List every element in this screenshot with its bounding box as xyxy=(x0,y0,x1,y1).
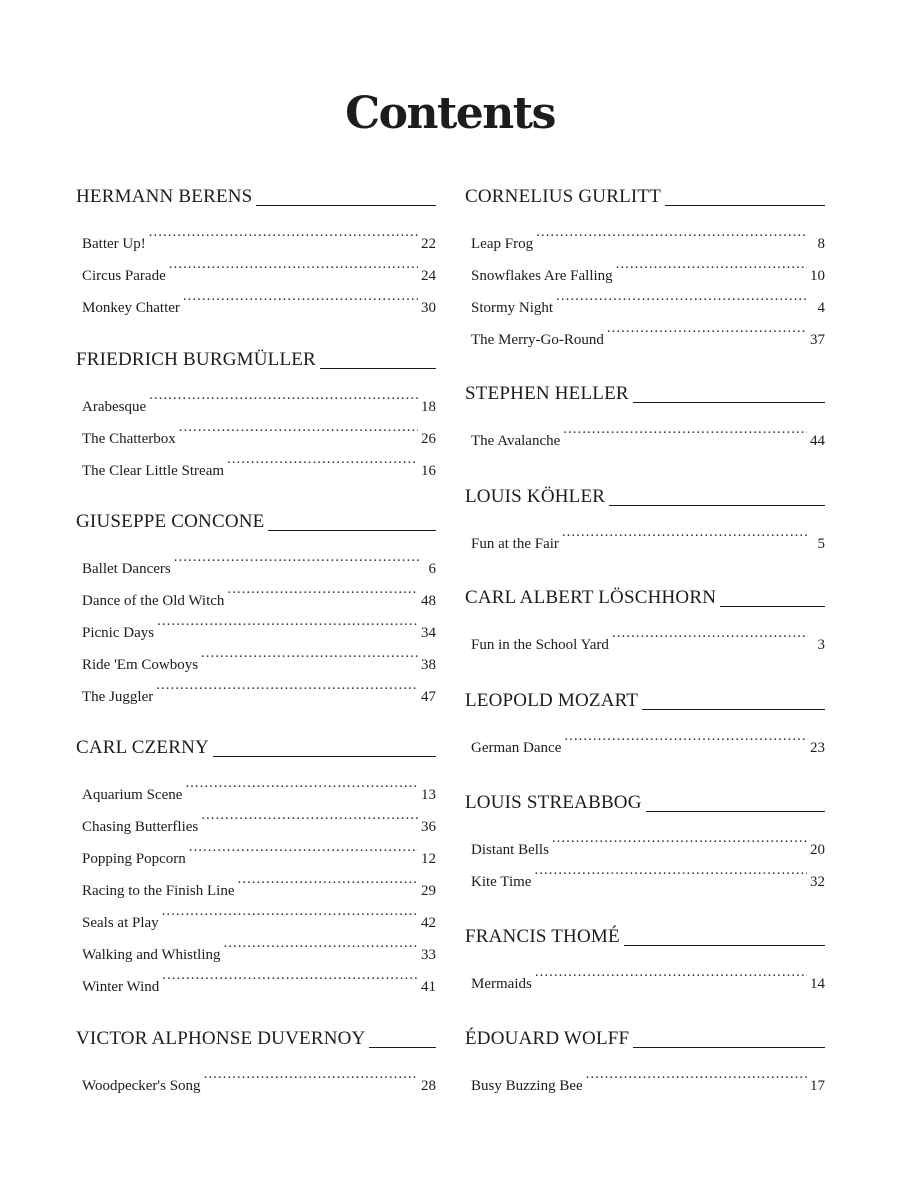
piece-title: Fun at the Fair xyxy=(471,536,559,552)
piece-title: Fun in the School Yard xyxy=(471,637,609,653)
heading-rule xyxy=(609,505,825,506)
composer-name: CORNELIUS GURLITT xyxy=(465,186,662,207)
page-number: 34 xyxy=(421,625,436,641)
composer-heading xyxy=(76,735,436,759)
page-number: 30 xyxy=(421,300,436,316)
page-number: 48 xyxy=(421,593,436,609)
piece-title: Popping Popcorn xyxy=(82,851,186,867)
dot-leader xyxy=(237,863,418,895)
piece-title: The Juggler xyxy=(82,689,154,705)
composer-name: LOUIS KÖHLER xyxy=(465,486,606,507)
piece-list xyxy=(82,379,436,479)
composer-heading xyxy=(465,1026,825,1050)
composer-heading xyxy=(465,924,825,948)
piece-title: Chasing Butterflies xyxy=(82,819,199,835)
page-number: 12 xyxy=(421,851,436,867)
composer-heading xyxy=(465,381,825,405)
piece-title: The Chatterbox xyxy=(82,431,176,447)
composer-section xyxy=(465,924,825,992)
dot-leader xyxy=(563,413,807,445)
piece-title: Picnic Days xyxy=(82,625,155,641)
heading-rule xyxy=(320,368,436,369)
page-number: 4 xyxy=(817,300,825,316)
piece-title: The Avalanche xyxy=(471,433,561,449)
toc-entry[interactable] xyxy=(471,720,825,756)
composer-section xyxy=(465,484,825,552)
composer-name: CARL ALBERT LÖSCHHORN xyxy=(465,587,717,608)
composer-name: HERMANN BERENS xyxy=(76,186,253,207)
toc-entry[interactable] xyxy=(82,1058,436,1094)
composer-heading xyxy=(465,790,825,814)
page-number: 24 xyxy=(421,268,436,284)
toc-entry[interactable] xyxy=(471,956,825,992)
piece-title: The Clear Little Stream xyxy=(82,463,225,479)
piece-title: Woodpecker's Song xyxy=(82,1078,201,1094)
composer-heading xyxy=(76,347,436,371)
piece-title: Ballet Dancers xyxy=(82,561,171,577)
piece-title: Distant Bells xyxy=(471,842,549,858)
page-number: 26 xyxy=(421,431,436,447)
dot-leader xyxy=(162,959,418,991)
dot-leader xyxy=(179,411,418,443)
composer-section xyxy=(76,347,436,479)
dot-leader xyxy=(185,767,418,799)
piece-list xyxy=(471,413,825,449)
page-number: 5 xyxy=(817,536,825,552)
composer-heading xyxy=(76,1026,436,1050)
piece-title: Ride 'Em Cowboys xyxy=(82,657,199,673)
composer-name: LEOPOLD MOZART xyxy=(465,690,639,711)
heading-rule xyxy=(633,1047,825,1048)
piece-list xyxy=(471,216,825,348)
page-number: 23 xyxy=(810,740,825,756)
piece-title: German Dance xyxy=(471,740,562,756)
composer-section xyxy=(465,790,825,890)
piece-list xyxy=(82,541,436,705)
page-number: 47 xyxy=(421,689,436,705)
page-title: Contents xyxy=(345,88,555,139)
toc-entry[interactable] xyxy=(471,1058,825,1094)
toc-entry[interactable] xyxy=(471,413,825,449)
toc-entry[interactable] xyxy=(82,379,436,415)
dot-leader xyxy=(183,280,418,312)
composer-section xyxy=(76,735,436,995)
composer-name: CARL CZERNY xyxy=(76,737,209,758)
dot-leader xyxy=(174,541,419,573)
dot-leader xyxy=(224,927,418,959)
page-number: 29 xyxy=(421,883,436,899)
dot-leader xyxy=(201,637,418,669)
piece-title: Snowflakes Are Falling xyxy=(471,268,613,284)
heading-rule xyxy=(268,530,436,531)
piece-title: Circus Parade xyxy=(82,268,166,284)
toc-entry[interactable] xyxy=(471,516,825,552)
piece-title: Seals at Play xyxy=(82,915,159,931)
page-number: 38 xyxy=(421,657,436,673)
piece-list xyxy=(82,1058,436,1094)
piece-list xyxy=(471,956,825,992)
composer-heading xyxy=(465,688,825,712)
composer-section xyxy=(465,381,825,449)
piece-title: The Merry-Go-Round xyxy=(471,332,604,348)
piece-title: Batter Up! xyxy=(82,236,146,252)
piece-list xyxy=(471,617,825,653)
composer-name: FRIEDRICH BURGMÜLLER xyxy=(76,349,316,370)
dot-leader xyxy=(149,379,418,411)
page-number: 36 xyxy=(421,819,436,835)
dot-leader xyxy=(149,216,418,248)
page-number: 20 xyxy=(810,842,825,858)
piece-title: Kite Time xyxy=(471,874,532,890)
composer-name: FRANCIS THOMÉ xyxy=(465,926,620,947)
piece-title: Racing to the Finish Line xyxy=(82,883,235,899)
piece-title: Walking and Whistling xyxy=(82,947,221,963)
piece-title: Winter Wind xyxy=(82,979,160,995)
page-number: 28 xyxy=(421,1078,436,1094)
toc-entry[interactable] xyxy=(471,617,825,653)
dot-leader xyxy=(156,669,418,701)
page-number: 13 xyxy=(421,787,436,803)
page-number: 18 xyxy=(421,399,436,415)
toc-entry[interactable] xyxy=(82,216,436,252)
composer-name: STEPHEN HELLER xyxy=(465,383,629,404)
composer-section xyxy=(465,688,825,756)
dot-leader xyxy=(564,720,807,752)
piece-title: Dance of the Old Witch xyxy=(82,593,225,609)
dot-leader xyxy=(227,443,418,475)
composer-name: LOUIS STREABBOG xyxy=(465,792,642,813)
dot-leader xyxy=(552,822,807,854)
heading-rule xyxy=(642,709,825,710)
composer-heading xyxy=(465,484,825,508)
page-number: 33 xyxy=(421,947,436,963)
piece-list xyxy=(82,216,436,316)
toc-entry[interactable] xyxy=(82,541,436,577)
dot-leader xyxy=(227,573,418,605)
composer-heading xyxy=(76,509,436,533)
dot-leader xyxy=(612,617,808,649)
heading-rule xyxy=(624,945,825,946)
heading-rule xyxy=(720,606,825,607)
toc-entry[interactable] xyxy=(471,822,825,858)
heading-rule xyxy=(646,811,825,812)
page-number: 8 xyxy=(817,236,825,252)
page-number: 14 xyxy=(810,976,825,992)
composer-section xyxy=(465,1026,825,1094)
piece-list xyxy=(471,822,825,890)
piece-title: Mermaids xyxy=(471,976,532,992)
heading-rule xyxy=(369,1047,436,1048)
composer-name: VICTOR ALPHONSE DUVERNOY xyxy=(76,1028,366,1049)
dot-leader xyxy=(556,280,808,312)
composer-heading xyxy=(76,184,436,208)
page-number: 32 xyxy=(810,874,825,890)
dot-leader xyxy=(169,248,418,280)
page-number: 41 xyxy=(421,979,436,995)
dot-leader xyxy=(607,312,807,344)
composer-heading xyxy=(465,585,825,609)
piece-title: Aquarium Scene xyxy=(82,787,183,803)
page-number: 37 xyxy=(810,332,825,348)
page-number: 10 xyxy=(810,268,825,284)
piece-title: Monkey Chatter xyxy=(82,300,180,316)
piece-list xyxy=(82,767,436,995)
heading-rule xyxy=(665,205,825,206)
heading-rule xyxy=(256,205,436,206)
dot-leader xyxy=(189,831,418,863)
dot-leader xyxy=(534,854,807,886)
page-number: 42 xyxy=(421,915,436,931)
heading-rule xyxy=(213,756,436,757)
page-number: 6 xyxy=(428,561,436,577)
piece-title: Leap Frog xyxy=(471,236,534,252)
composer-section xyxy=(465,585,825,653)
piece-list xyxy=(471,720,825,756)
piece-title: Arabesque xyxy=(82,399,147,415)
dot-leader xyxy=(562,516,808,548)
page-number: 17 xyxy=(810,1078,825,1094)
page-number: 44 xyxy=(810,433,825,449)
piece-title: Busy Buzzing Bee xyxy=(471,1078,583,1094)
piece-list xyxy=(471,1058,825,1094)
dot-leader xyxy=(204,1058,418,1090)
composer-section xyxy=(76,509,436,705)
heading-rule xyxy=(633,402,825,403)
composer-section xyxy=(465,184,825,348)
piece-title: Stormy Night xyxy=(471,300,554,316)
dot-leader xyxy=(586,1058,807,1090)
page-number: 16 xyxy=(421,463,436,479)
composer-name: GIUSEPPE CONCONE xyxy=(76,511,265,532)
dot-leader xyxy=(162,895,418,927)
composer-section xyxy=(76,184,436,316)
dot-leader xyxy=(536,216,808,248)
dot-leader xyxy=(616,248,807,280)
page-number: 3 xyxy=(817,637,825,653)
composer-name: ÉDOUARD WOLFF xyxy=(465,1028,630,1049)
composer-heading xyxy=(465,184,825,208)
piece-list xyxy=(471,516,825,552)
toc-entry[interactable] xyxy=(82,767,436,803)
dot-leader xyxy=(535,956,807,988)
toc-entry[interactable] xyxy=(471,216,825,252)
dot-leader xyxy=(201,799,418,831)
page-number: 22 xyxy=(421,236,436,252)
composer-section xyxy=(76,1026,436,1094)
dot-leader xyxy=(157,605,418,637)
